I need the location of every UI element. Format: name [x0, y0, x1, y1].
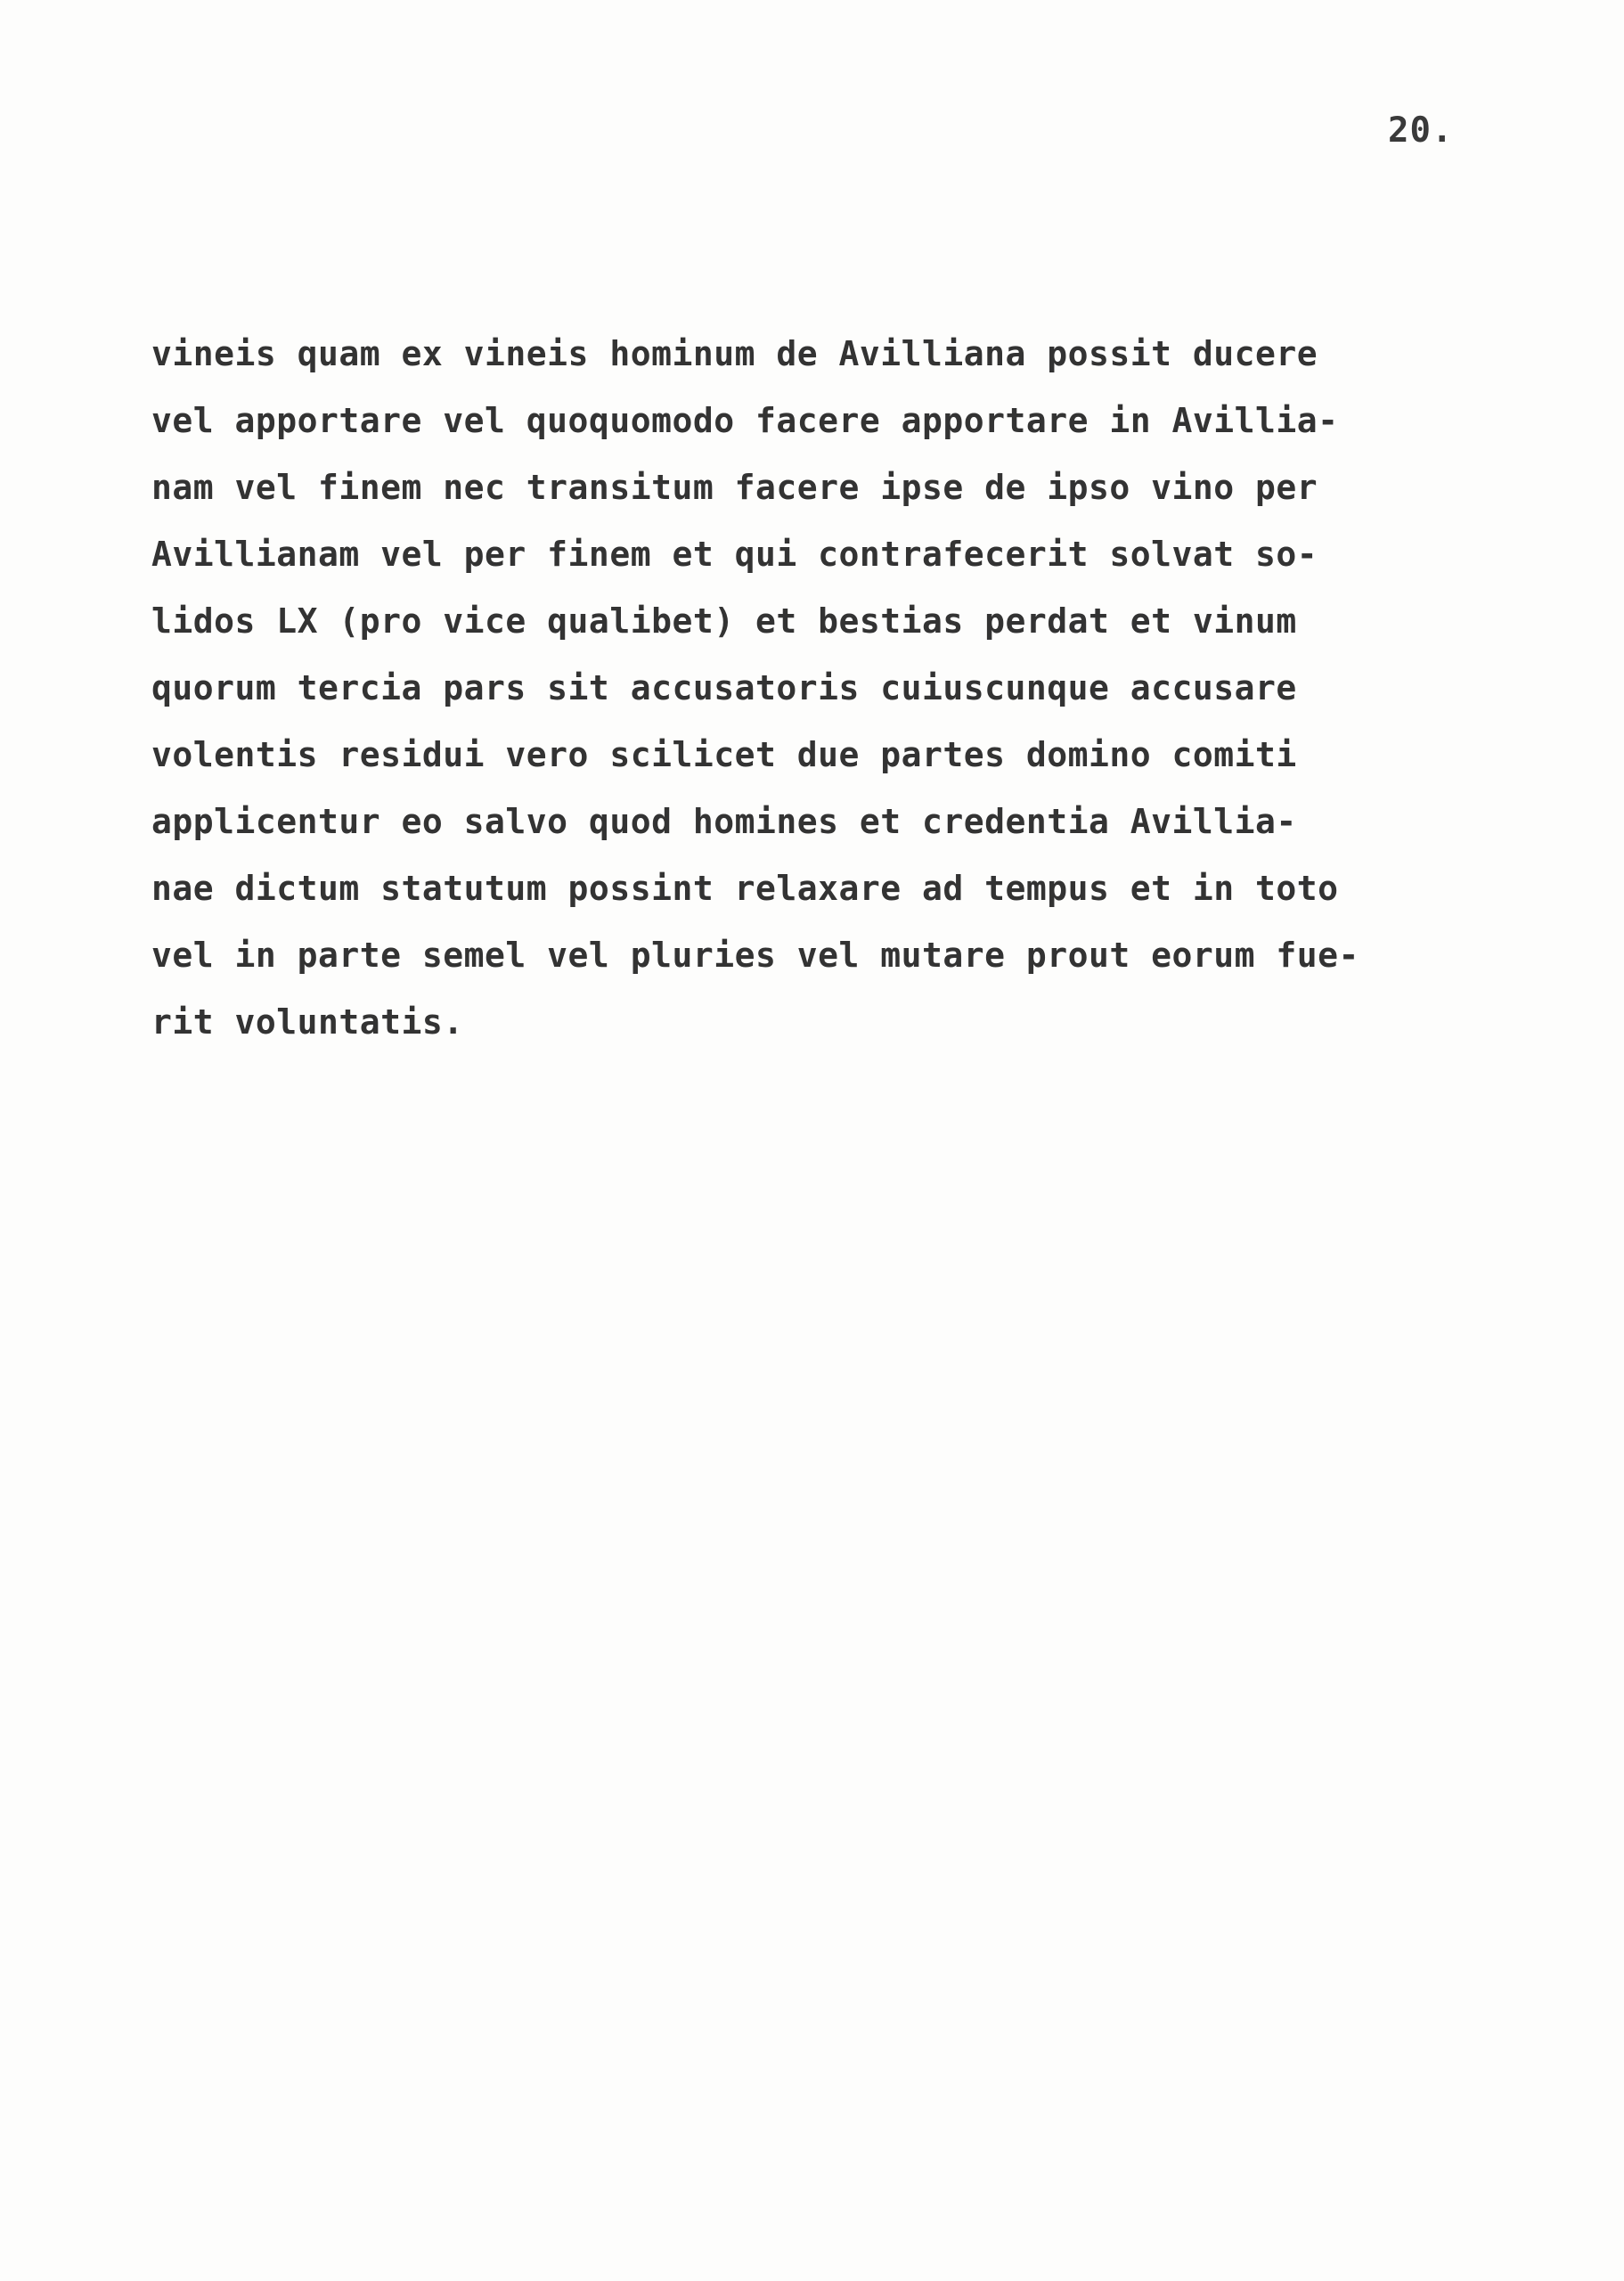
text-line: quorum tercia pars sit accusatoris cuiuscunque accusare	[151, 668, 1297, 707]
text-line: rit voluntatis.	[151, 1002, 464, 1042]
text-line: Avillianam vel per finem et qui contrafecerit solvat so-	[151, 535, 1318, 574]
text-line: applicentur eo salvo quod homines et credentia Avillia-	[151, 802, 1297, 841]
text-line: vel apportare vel quoquomodo facere apportare in Avillia-	[151, 401, 1339, 440]
page-number: 20.	[1388, 110, 1454, 151]
text-line: nam vel finem nec transitum facere ipse de ipso vino per	[151, 468, 1318, 507]
text-line: vineis quam ex vineis hominum de Avilliana possit ducere	[151, 334, 1318, 373]
text-line: volentis residui vero scilicet due partes domino comiti	[151, 735, 1297, 774]
text-line: vel in parte semel vel pluries vel mutare prout eorum fue-	[151, 936, 1359, 975]
text-line: lidos LX (pro vice qualibet) et bestias perdat et vinum	[151, 601, 1297, 641]
text-line: nae dictum statutum possint relaxare ad tempus et in toto	[151, 869, 1339, 908]
body-text	[151, 321, 1506, 1056]
